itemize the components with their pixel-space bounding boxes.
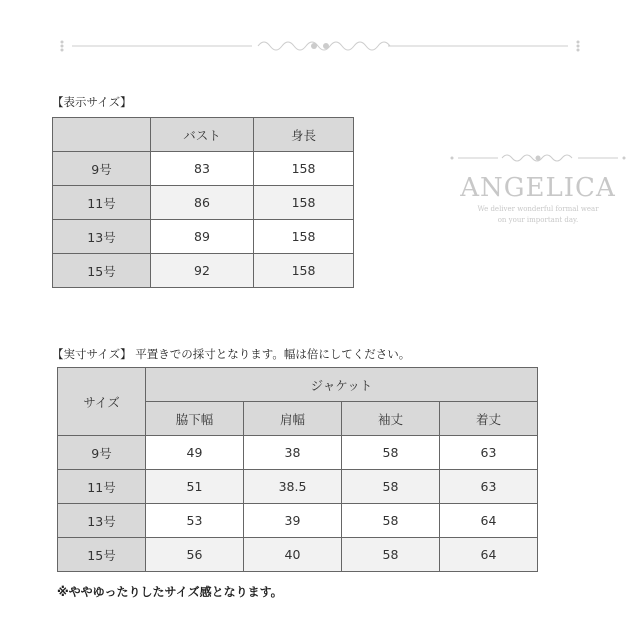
display-size-heading: 【表示サイズ】 xyxy=(52,95,132,109)
column-header-underarm-width: 脇下幅 xyxy=(146,402,244,436)
ornamental-divider xyxy=(52,36,588,56)
height-cell: 158 xyxy=(254,220,354,254)
watermark-brand: ANGELICA xyxy=(460,173,616,203)
value-cell: 63 xyxy=(440,436,538,470)
value-cell: 38.5 xyxy=(244,470,342,504)
value-cell: 58 xyxy=(342,470,440,504)
column-header-sleeve-length: 袖丈 xyxy=(342,402,440,436)
bust-cell: 89 xyxy=(151,220,254,254)
table-row xyxy=(58,470,538,504)
value-cell: 58 xyxy=(342,504,440,538)
angelica-watermark xyxy=(445,150,631,225)
value-cell: 63 xyxy=(440,470,538,504)
row-label: 13号 xyxy=(58,504,146,538)
watermark-ornament xyxy=(448,151,628,165)
bust-cell: 83 xyxy=(151,152,254,186)
value-cell: 49 xyxy=(146,436,244,470)
table-row xyxy=(58,436,538,470)
row-label: 9号 xyxy=(53,152,151,186)
value-cell: 58 xyxy=(342,436,440,470)
fit-footnote: ※ややゆったりしたサイズ感となります。 xyxy=(57,585,283,599)
value-cell: 64 xyxy=(440,538,538,572)
row-label: 11号 xyxy=(58,470,146,504)
table-row xyxy=(53,186,354,220)
value-cell: 40 xyxy=(244,538,342,572)
bust-cell: 86 xyxy=(151,186,254,220)
actual-size-table xyxy=(57,367,538,572)
value-cell: 39 xyxy=(244,504,342,538)
table-header-row xyxy=(53,118,354,152)
size-header: サイズ xyxy=(58,368,146,436)
row-label: 15号 xyxy=(58,538,146,572)
height-cell: 158 xyxy=(254,254,354,288)
bust-cell: 92 xyxy=(151,254,254,288)
row-label: 13号 xyxy=(53,220,151,254)
row-label: 9号 xyxy=(58,436,146,470)
height-cell: 158 xyxy=(254,152,354,186)
column-header-height: 身長 xyxy=(254,118,354,152)
column-header-shoulder-width: 肩幅 xyxy=(244,402,342,436)
value-cell: 38 xyxy=(244,436,342,470)
value-cell: 53 xyxy=(146,504,244,538)
jacket-group-header: ジャケット xyxy=(146,368,538,402)
table-row xyxy=(53,254,354,288)
table-row xyxy=(58,504,538,538)
table-row xyxy=(53,152,354,186)
value-cell: 51 xyxy=(146,470,244,504)
table-row xyxy=(58,538,538,572)
value-cell: 64 xyxy=(440,504,538,538)
value-cell: 56 xyxy=(146,538,244,572)
row-label: 15号 xyxy=(53,254,151,288)
display-size-table xyxy=(52,117,354,288)
table-header-row xyxy=(58,368,538,402)
value-cell: 58 xyxy=(342,538,440,572)
column-header-bust: バスト xyxy=(151,118,254,152)
height-cell: 158 xyxy=(254,186,354,220)
corner-cell xyxy=(53,118,151,152)
watermark-tagline-1: We deliver wonderful formal wear xyxy=(477,205,599,213)
table-row xyxy=(53,220,354,254)
column-header-body-length: 着丈 xyxy=(440,402,538,436)
actual-size-heading: 【実寸サイズ】 平置きでの採寸となります。幅は倍にしてください。 xyxy=(52,347,411,361)
watermark-tagline-2: on your important day. xyxy=(497,216,579,224)
row-label: 11号 xyxy=(53,186,151,220)
